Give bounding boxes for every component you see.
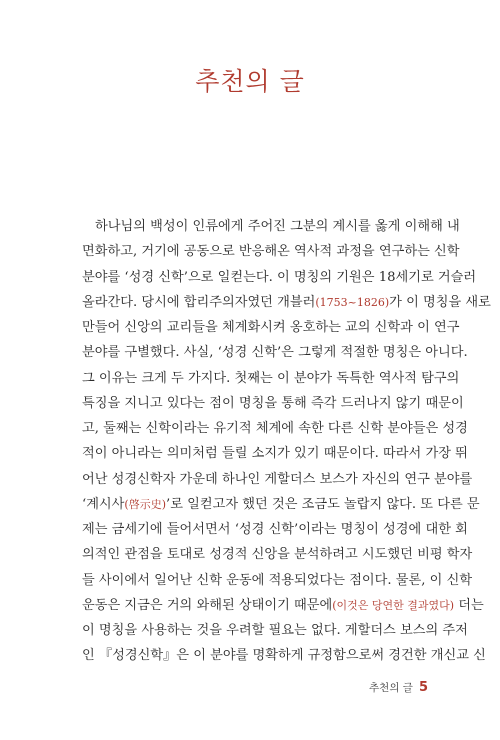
line-text-continued: 가 이 명칭을 새로 (389, 294, 491, 310)
text-line (82, 517, 468, 542)
page-title: 추천의 글 (195, 67, 305, 96)
text-line (82, 492, 480, 517)
text-line (82, 416, 468, 441)
line-text: 만들어 신앙의 교리들을 체계화시켜 옹호하는 교의 신학과 이 연구 (82, 320, 460, 335)
line-text: 적이 아니라는 의미처럼 들릴 소지가 있기 때문이다. 따라서 가장 뛰 (82, 446, 468, 462)
text-line (82, 239, 460, 264)
line-text-continued: ’로 일컫고자 했던 것은 조금도 놀랍지 않다. 또 다른 문 (166, 496, 480, 512)
text-line (82, 542, 473, 567)
annotation-text: (1753~1826) (315, 295, 390, 309)
line-text: 인 『성경신학』은 이 분야를 명확하게 규정함으로써 경건한 개신교 신 (82, 648, 486, 664)
text-line (82, 340, 468, 365)
line-text: 면화하고, 거기에 공동으로 반응해온 역사적 과정을 연구하는 신학 (82, 244, 460, 260)
text-line (82, 467, 473, 492)
line-text: 들 사이에서 일어난 신학 운동에 적용되었다는 점이다. 물론, 이 신학 (82, 572, 473, 588)
line-text: 올라간다. 당시에 합리주의자였던 개블러 (82, 294, 316, 310)
line-text-continued: 더는 (454, 597, 484, 613)
text-line (82, 593, 484, 618)
line-text: 운동은 지금은 거의 와해된 상태이기 때문에 (82, 597, 333, 613)
line-text: 이 명칭을 사용하는 것을 우려할 필요는 없다. 게할더스 보스의 주저 (82, 623, 468, 638)
annotation-text: (이것은 당연한 결과였다) (332, 598, 455, 612)
line-text: 분야를 구별했다. 사실, ‘성경 신학’은 그렇게 적절한 명칭은 아니다. (82, 345, 468, 361)
annotation-text: (啓示史) (124, 497, 167, 511)
text-line (82, 643, 486, 668)
line-text: 의적인 관점을 토대로 성경적 신앙을 분석하려고 시도했던 비평 학자 (82, 547, 473, 563)
line-text: 고, 둘째는 신학이라는 유기적 체계에 속한 다른 신학 분야들은 성경 (82, 421, 468, 436)
text-line (82, 265, 477, 290)
line-text: 분야를 ‘성경 신학’으로 일컫는다. 이 명칭의 기원은 18세기로 거슬러 (82, 269, 477, 285)
running-header: 추천의 글 (369, 682, 413, 694)
line-text: 제는 금세기에 들어서면서 ‘성경 신학’이라는 명칭이 성경에 대한 회 (82, 522, 468, 537)
text-line (82, 214, 460, 239)
body-text (82, 214, 491, 669)
text-line (82, 391, 464, 416)
text-line (82, 568, 473, 593)
line-text: ‘계시사 (82, 496, 125, 512)
text-line (82, 290, 491, 315)
text-line (82, 315, 460, 340)
text-line (82, 441, 468, 466)
line-text: 하나님의 백성이 인류에게 주어진 그분의 계시를 옳게 이해해 내 (95, 219, 460, 234)
line-text: 어난 성경신학자 가운데 하나인 게할더스 보스가 자신의 연구 분야를 (82, 471, 473, 487)
text-line (82, 618, 468, 643)
page-footer (369, 680, 428, 695)
page-number: 5 (418, 680, 428, 695)
line-text: 특징을 지니고 있다는 점이 명칭을 통해 즉각 드러나지 않기 때문이 (82, 395, 464, 411)
line-text: 그 이유는 크게 두 가지다. 첫째는 이 분야가 독특한 역사적 탐구의 (82, 370, 460, 386)
text-line (82, 366, 460, 391)
